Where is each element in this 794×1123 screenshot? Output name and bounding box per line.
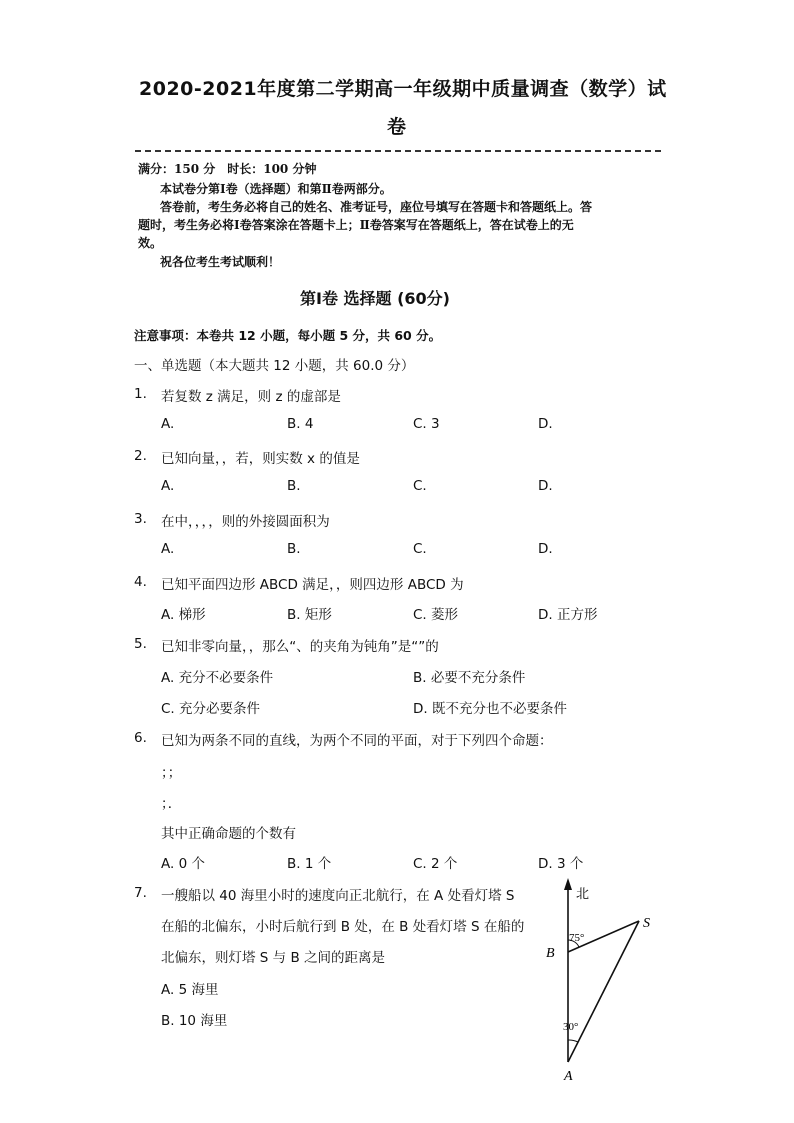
angle-b-label: 75° xyxy=(569,932,585,944)
divider xyxy=(135,150,661,152)
point-s-label: S xyxy=(643,916,650,931)
option-d: D. xyxy=(538,541,553,557)
page-title: 2020-2021年度第二学期高一年级期中质量调查（数学）试 xyxy=(139,78,667,100)
header-line-3: 题时，考生务必将Ⅰ卷答案涂在答题卡上；Ⅱ卷答案写在答题纸上，答在试卷上的无 xyxy=(138,218,574,232)
angle-arc-a xyxy=(568,1040,578,1042)
point-a-label: A xyxy=(564,1069,573,1084)
header-line-1: 本试卷分第Ⅰ卷（选择题）和第Ⅱ卷两部分。 xyxy=(160,182,392,196)
subsection-title: 一、单选题（本大题共 12 小题，共 60.0 分） xyxy=(134,358,415,374)
proposition-line: ；； xyxy=(161,765,182,781)
header-wish: 祝各位考生考试顺利！ xyxy=(160,255,281,269)
option-b: B. 1 个 xyxy=(287,856,332,872)
header-line-2: 答卷前，考生务必将自己的姓名、准考证号，座位号填写在答题卡和答题纸上。答 xyxy=(160,200,593,214)
page-title-continued: 卷 xyxy=(387,116,407,138)
question-text: 已知非零向量，，那么“、的夹角为钝角”是“”的 xyxy=(161,639,439,655)
question-text: 在船的北偏东，小时后航行到 B 处，在 B 处看灯塔 S 在船的 xyxy=(161,919,525,935)
option-c: C. 充分必要条件 xyxy=(161,701,261,717)
option-a: A. 充分不必要条件 xyxy=(161,670,274,686)
navigation-figure xyxy=(530,872,670,1087)
option-c: C. xyxy=(413,541,427,557)
option-a: A. xyxy=(161,478,175,494)
proposition-line: ；． xyxy=(161,796,182,812)
option-b: B. xyxy=(287,478,301,494)
point-b-label: B xyxy=(546,946,555,961)
question-number: 6. xyxy=(134,730,147,746)
option-d: D. 正方形 xyxy=(538,607,598,623)
option-c: C. 2 个 xyxy=(413,856,458,872)
option-b: B. 10 海里 xyxy=(161,1013,228,1029)
question-number: 5. xyxy=(134,636,147,652)
question-text: 已知平面四边形 ABCD 满足，，则四边形 ABCD 为 xyxy=(161,577,464,593)
notice: 注意事项：本卷共 12 小题，每小题 5 分，共 60 分。 xyxy=(134,328,442,343)
option-d: D. xyxy=(538,478,553,494)
question-number: 3. xyxy=(134,511,147,527)
question-text: 已知向量，，若，则实数 x 的值是 xyxy=(161,451,360,467)
question-text: 已知为两条不同的直线，为两个不同的平面，对于下列四个命题： xyxy=(161,733,553,749)
option-b: B. 必要不充分条件 xyxy=(413,670,526,686)
option-a: A. xyxy=(161,416,175,432)
north-label: 北 xyxy=(576,886,590,901)
option-d: D. xyxy=(538,416,553,432)
question-number: 4. xyxy=(134,574,147,590)
option-a: A. xyxy=(161,541,175,557)
question-text: 在中，，，，则的外接圆面积为 xyxy=(161,514,330,530)
question-text: 北偏东，则灯塔 S 与 B 之间的距离是 xyxy=(161,950,385,966)
question-number: 2. xyxy=(134,448,147,464)
option-b: B. 4 xyxy=(287,416,314,432)
header-line-4: 效。 xyxy=(138,236,163,250)
option-c: C. xyxy=(413,478,427,494)
angle-a-label: 30° xyxy=(563,1021,579,1033)
north-arrow-icon xyxy=(564,878,572,890)
question-text: 若复数 z 满足，则 z 的虚部是 xyxy=(161,389,341,405)
question-text: 一艘船以 40 海里小时的速度向正北航行，在 A 处看灯塔 S xyxy=(161,888,515,904)
option-a: A. 梯形 xyxy=(161,607,206,623)
option-b: B. xyxy=(287,541,301,557)
option-c: C. 菱形 xyxy=(413,607,459,623)
option-a: A. 5 海里 xyxy=(161,982,219,998)
section-title: 第Ⅰ卷 选择题 (60分) xyxy=(300,289,450,308)
option-a: A. 0 个 xyxy=(161,856,205,872)
option-c: C. 3 xyxy=(413,416,440,432)
question-subtext: 其中正确命题的个数有 xyxy=(161,826,296,842)
option-d: D. 既不充分也不必要条件 xyxy=(413,701,567,717)
question-number: 1. xyxy=(134,386,147,402)
question-number: 7. xyxy=(134,885,147,901)
option-d: D. 3 个 xyxy=(538,856,584,872)
option-b: B. 矩形 xyxy=(287,607,332,623)
score-time: 满分：150 分 时长：100 分钟 xyxy=(138,162,317,176)
